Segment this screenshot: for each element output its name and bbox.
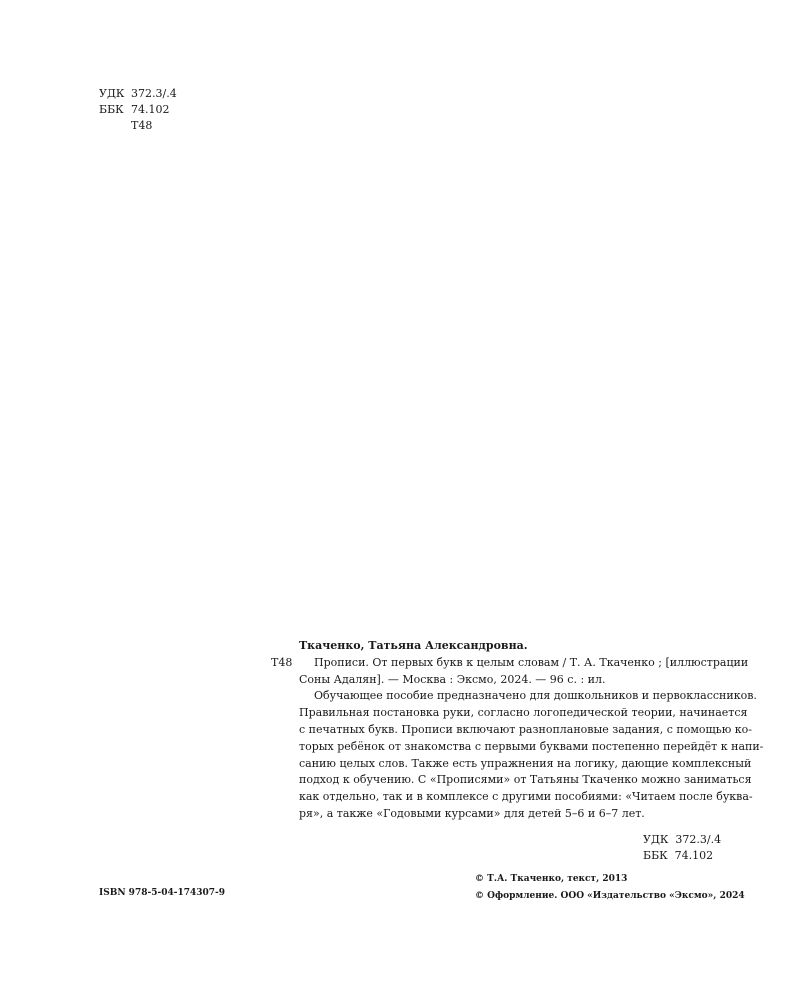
bottom-classification-codes	[643, 832, 721, 864]
catalog-annotation-line: как отдельно, так и в комплексе с другими пособиями: «Читаем после буква-	[299, 790, 753, 804]
bottom-bbk: ББК 74.102	[643, 849, 714, 862]
top-classification-codes	[99, 86, 177, 134]
bbk-label: ББК	[99, 103, 124, 116]
catalog-annotation-line: санию целых слов. Также есть упражнения на логику, дающие комплексный	[299, 756, 752, 770]
isbn-number: ISBN 978-5-04-174307-9	[99, 888, 226, 898]
bbk-value: 74.102	[131, 103, 170, 116]
catalog-annotation-line: Обучающее пособие предназначено для дошкольников и первоклассников.	[314, 689, 757, 703]
bottom-udk: УДК 372.3/.4	[643, 833, 722, 846]
catalog-author-mark: Т48	[271, 655, 293, 669]
catalog-annotation-line: ря», а также «Годовыми курсами» для детей 5–6 и 6–7 лет.	[299, 806, 645, 820]
catalog-description-line: Прописи. От первых букв к целым словам / Т. А. Ткаченко ; [иллюстрации	[314, 655, 749, 669]
catalog-annotation-line: торых ребёнок от знакомства с первыми буквами постепенно перейдёт к напи-	[299, 739, 764, 753]
catalog-card	[271, 638, 799, 823]
copyright-block	[475, 871, 745, 905]
catalog-description-line: Соны Адалян]. — Москва : Эксмо, 2024. — 96 с. : ил.	[299, 672, 606, 686]
udk-row	[99, 86, 177, 102]
bbk-row	[99, 102, 177, 118]
udk-label: УДК	[99, 87, 125, 100]
udk-value: 372.3/.4	[131, 87, 177, 100]
catalog-annotation-line: подход к обучению. С «Прописями» от Татьяны Ткаченко можно заниматься	[299, 773, 752, 787]
author-mark: Т48	[131, 119, 153, 132]
copyright-design: © Оформление. ООО «Издательство «Эксмо», 2024	[475, 891, 745, 901]
catalog-author: Ткаченко, Татьяна Александровна.	[299, 639, 528, 652]
catalog-annotation-line: Правильная постановка руки, согласно логопедической теории, начинается	[299, 706, 748, 720]
copyright-text-author: © Т.А. Ткаченко, текст, 2013	[475, 874, 628, 884]
catalog-annotation-line: с печатных букв. Прописи включают разноплановые задания, с помощью ко-	[299, 722, 753, 736]
author-mark-row	[99, 118, 177, 134]
